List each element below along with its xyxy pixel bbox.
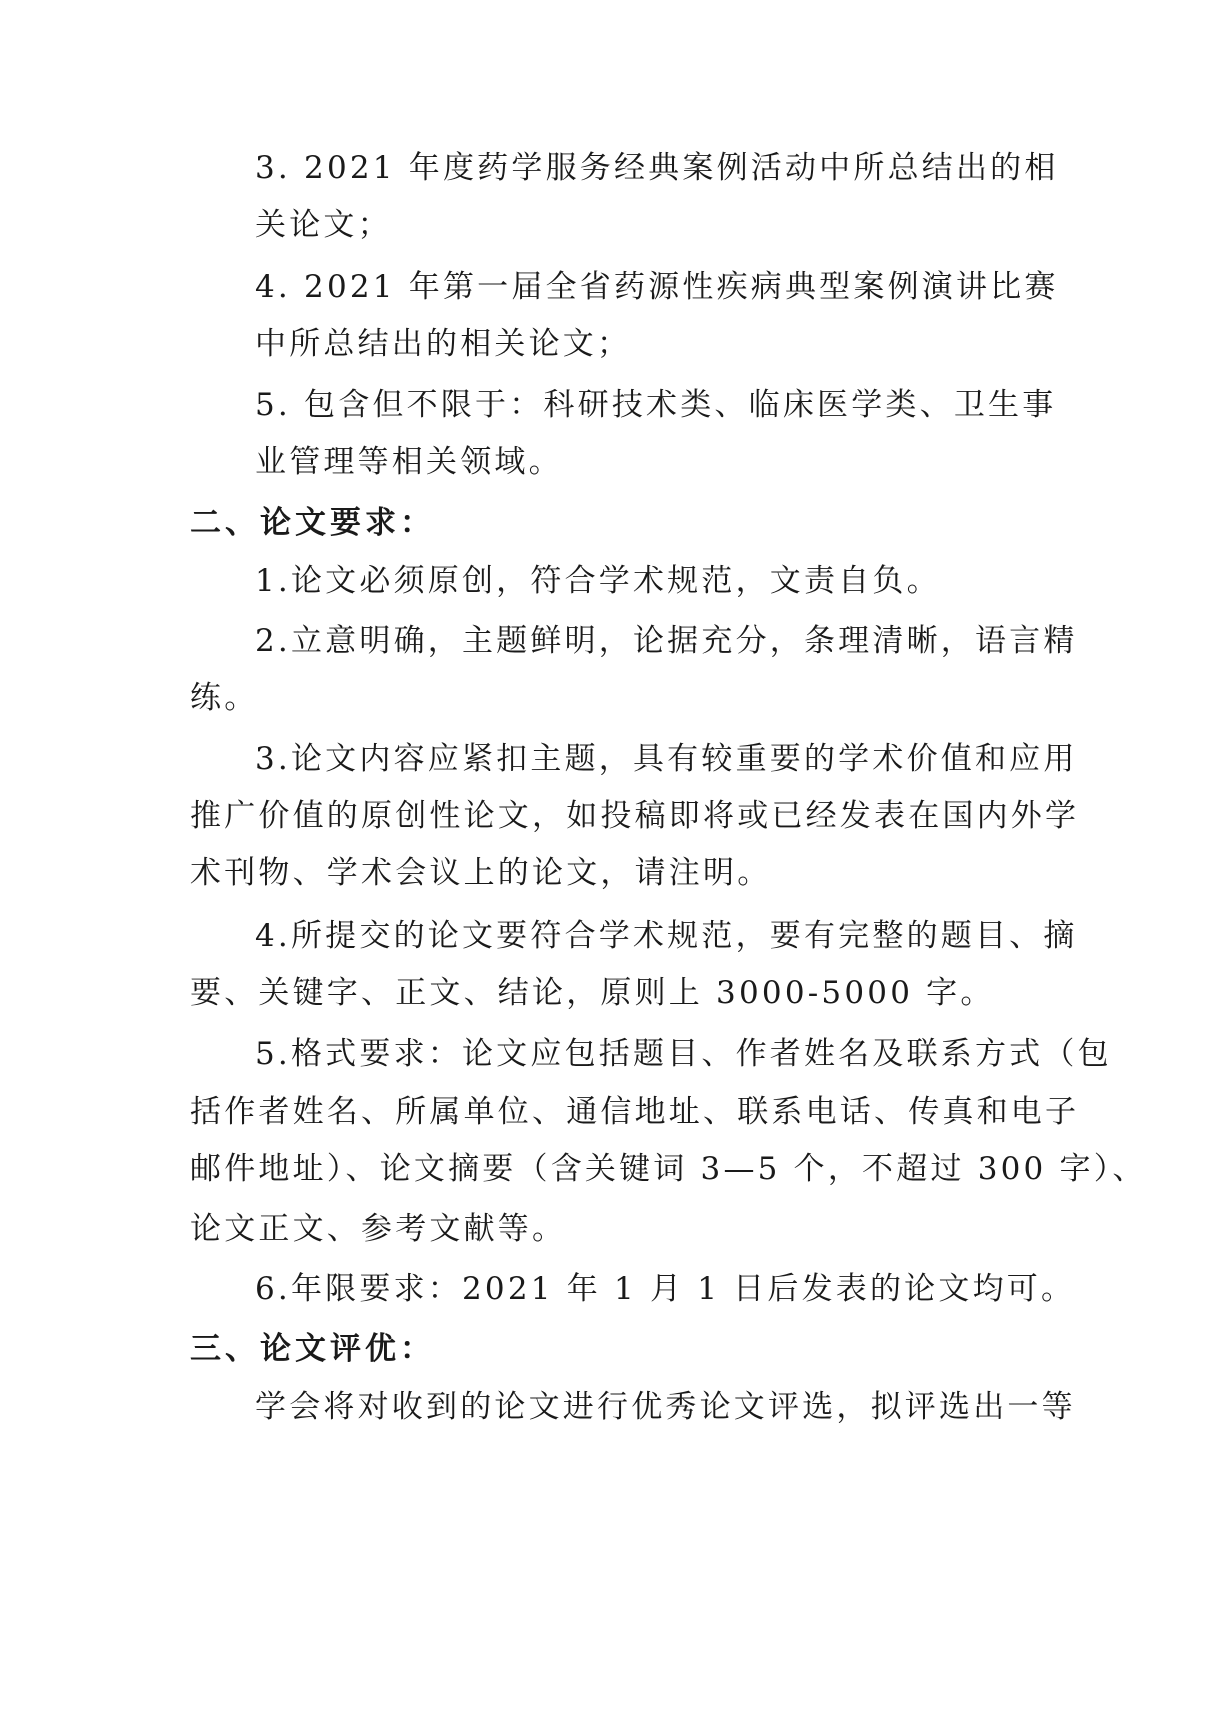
text-line: 要、关键字、正文、结论，原则上 3000-5000 字。 bbox=[190, 975, 995, 1011]
section-heading: 二、论文要求： bbox=[190, 505, 435, 541]
text-line: 3. 2021 年度药学服务经典案例活动中所总结出的相 bbox=[255, 150, 1059, 186]
text-line: 4. 2021 年第一届全省药源性疾病典型案例演讲比赛 bbox=[255, 269, 1059, 305]
text-line: 邮件地址）、论文摘要（含关键词 3—5 个，不超过 300 字）、 bbox=[190, 1151, 1147, 1187]
text-line: 练。 bbox=[190, 680, 259, 716]
text-line: 6.年限要求：2021 年 1 月 1 日后发表的论文均可。 bbox=[255, 1271, 1076, 1307]
text-line: 推广价值的原创性论文，如投稿即将或已经发表在国内外学 bbox=[190, 798, 1080, 834]
text-line: 业管理等相关领域。 bbox=[255, 444, 563, 480]
section-heading: 三、论文评优： bbox=[190, 1331, 435, 1367]
text-line: 1.论文必须原创，符合学术规范，文责自负。 bbox=[255, 563, 941, 599]
text-line: 括作者姓名、所属单位、通信地址、联系电话、传真和电子 bbox=[190, 1094, 1080, 1130]
text-line: 论文正文、参考文献等。 bbox=[190, 1211, 567, 1247]
text-line: 5.格式要求：论文应包括题目、作者姓名及联系方式（包 bbox=[255, 1036, 1112, 1072]
text-line: 术刊物、学术会议上的论文，请注明。 bbox=[190, 855, 772, 891]
text-line: 4.所提交的论文要符合学术规范，要有完整的题目、摘 bbox=[255, 918, 1078, 954]
text-line: 3.论文内容应紧扣主题，具有较重要的学术价值和应用 bbox=[255, 741, 1078, 777]
text-line: 2.立意明确，主题鲜明，论据充分，条理清晰，语言精 bbox=[255, 623, 1078, 659]
text-line: 中所总结出的相关论文； bbox=[255, 326, 632, 362]
text-line: 关论文； bbox=[255, 207, 392, 243]
text-line: 学会将对收到的论文进行优秀论文评选，拟评选出一等 bbox=[255, 1389, 1076, 1425]
text-line: 5. 包含但不限于：科研技术类、临床医学类、卫生事 bbox=[255, 387, 1057, 423]
